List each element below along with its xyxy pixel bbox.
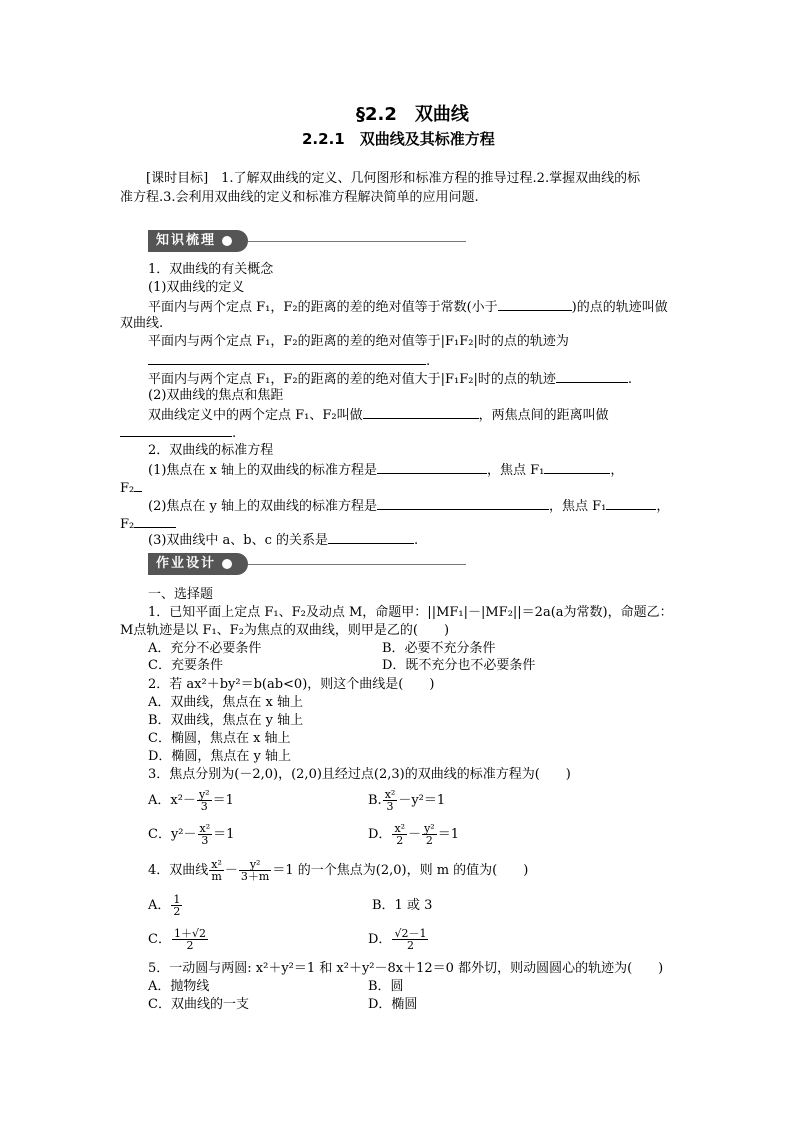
question-2-option-c[interactable]: C．椭圆，焦点在 x 轴上: [148, 731, 291, 746]
knowledge-text: ，两焦点间的距离叫做: [478, 408, 609, 423]
question-1-option-d[interactable]: D．既不充分也不必要条件: [382, 658, 536, 673]
homework-heading: 一、选择题: [148, 587, 214, 602]
question-4-option-c[interactable]: C． $\frac{1+√2}{2}$: [148, 927, 206, 952]
section-homework-tag: [148, 553, 248, 575]
question-2-option-b[interactable]: B．双曲线，焦点在 y 轴上: [148, 713, 304, 728]
question-4-option-a[interactable]: A． $\frac{1}{2}$: [148, 893, 181, 918]
answer-blank[interactable]: [363, 406, 479, 419]
question-3-option-a[interactable]: A．x²－ $\frac{\text{y²}}{3}$ ＝1: [148, 788, 234, 813]
answer-blank[interactable]: [556, 370, 628, 383]
knowledge-equal-answer: [148, 352, 430, 370]
knowledge-text: 平面内与两个定点 F₁，F₂的距离的差的绝对值大于|F₁F₂|时的点的轨迹: [148, 372, 556, 387]
knowledge-x-f2: [120, 479, 142, 497]
answer-blank[interactable]: [377, 461, 487, 474]
question-1-line-1: 1．已知平面上定点 F₁、F₂及动点 M，命题甲：||MF₁|－|MF₂||＝2a(a为常数)，命题乙：: [148, 605, 673, 620]
question-1-option-a[interactable]: A．充分不必要条件: [148, 641, 262, 656]
answer-blank[interactable]: [120, 424, 232, 437]
knowledge-text: F₂: [120, 517, 135, 532]
knowledge-text: )的点的轨迹叫做: [571, 300, 668, 315]
question-3-option-d[interactable]: D． $\frac{\text{x²}}{2}$ － $\frac{\text{y²}}{2}$ ＝1: [368, 822, 459, 847]
question-5-option-d[interactable]: D．椭圆: [368, 997, 418, 1012]
question-4: 4．双曲线 $\frac{\text{x²}}{m}$ － $\frac{\text{y²}}{3+m}$ ＝1 的一个焦点为(2,0)，则 m 的值为( ): [148, 858, 529, 883]
section-homework-label: 作业设计: [156, 556, 217, 571]
knowledge-text: .: [232, 426, 237, 441]
question-3-option-b[interactable]: B. $\frac{\text{x²}}{3}$ －y²＝1: [368, 788, 446, 813]
knowledge-heading-1a: (1)双曲线的定义: [148, 280, 245, 295]
knowledge-definition-line: [148, 298, 668, 316]
knowledge-text: (2)焦点在 y 轴上的双曲线的标准方程是: [148, 499, 378, 514]
answer-blank[interactable]: [328, 531, 414, 544]
dot-icon: [222, 559, 232, 569]
section-knowledge-label: 知识梳理: [156, 233, 217, 248]
question-3-option-c[interactable]: C．y²－ $\frac{\text{x²}}{3}$ ＝1: [148, 822, 235, 847]
page-title: §2.2 双曲线: [356, 104, 469, 125]
question-text: 4．双曲线: [148, 863, 209, 878]
knowledge-text: ，: [656, 499, 670, 514]
question-2-option-a[interactable]: A．双曲线，焦点在 x 轴上: [148, 695, 303, 710]
question-text: ＝1 的一个焦点为(2,0)，则 m 的值为( ): [272, 863, 529, 878]
question-5-option-a[interactable]: A．抛物线: [148, 979, 210, 994]
knowledge-text: .: [627, 372, 632, 387]
knowledge-equal-case: 平面内与两个定点 F₁，F₂的距离的差的绝对值等于|F₁F₂|时的点的轨迹为: [148, 334, 569, 349]
section-homework-rule: [248, 564, 466, 565]
knowledge-x-axis-line: [148, 461, 623, 479]
knowledge-text: F₂: [120, 481, 135, 496]
objective-line-2: 准方程.3.会利用双曲线的定义和标准方程解决简单的应用问题.: [120, 190, 479, 205]
knowledge-text: 双曲线定义中的两个定点 F₁、F₂叫做: [148, 408, 363, 423]
answer-blank[interactable]: [544, 461, 610, 474]
knowledge-foci-answer: [120, 424, 236, 442]
question-2: 2．若 ax²＋by²＝b(ab<0)，则这个曲线是( ): [148, 677, 435, 692]
answer-blank[interactable]: [606, 497, 656, 510]
knowledge-heading-2: 2．双曲线的标准方程: [148, 443, 274, 458]
question-3: 3．焦点分别为(－2,0)，(2,0)且经过点(2,3)的双曲线的标准方程为( ): [148, 767, 571, 782]
question-4-option-d[interactable]: D． $\frac{√2-1}{2}$: [368, 927, 427, 952]
answer-blank[interactable]: [134, 479, 142, 492]
knowledge-y-axis-line: [148, 497, 669, 515]
knowledge-text: .: [426, 354, 431, 369]
knowledge-text: ，焦点 F₁: [549, 499, 607, 514]
knowledge-text: (3)双曲线中 a、b、c 的关系是: [148, 533, 329, 548]
knowledge-text: ，: [610, 463, 624, 478]
knowledge-text: (1)焦点在 x 轴上的双曲线的标准方程是: [148, 463, 378, 478]
objective-line-1: [课时目标] 1.了解双曲线的定义、几何图形和标准方程的推导过程.2.掌握双曲线的标: [146, 171, 641, 186]
knowledge-heading-1b: (2)双曲线的焦点和焦距: [148, 388, 284, 403]
question-4-option-b[interactable]: B．1 或 3: [372, 898, 433, 913]
knowledge-text: ，焦点 F₁: [487, 463, 545, 478]
knowledge-abc-relation: [148, 531, 418, 549]
section-knowledge-rule: [248, 241, 466, 242]
dot-icon: [222, 236, 232, 246]
answer-blank[interactable]: [377, 497, 549, 510]
answer-blank[interactable]: [498, 298, 572, 311]
question-2-option-d[interactable]: D．椭圆，焦点在 y 轴上: [148, 749, 292, 764]
knowledge-definition-end: 双曲线.: [120, 316, 164, 331]
knowledge-heading-1: 1．双曲线的有关概念: [148, 262, 274, 277]
page-subtitle: 2.2.1 双曲线及其标准方程: [302, 130, 495, 148]
answer-blank[interactable]: [148, 352, 426, 365]
knowledge-text: 平面内与两个定点 F₁，F₂的距离的差的绝对值等于常数(小于: [148, 300, 498, 315]
knowledge-text: .: [414, 533, 419, 548]
question-5: 5．一动圆与两圆: x²＋y²＝1 和 x²＋y²－8x＋12＝0 都外切，则动圆圆心的轨迹为( ): [148, 961, 664, 976]
question-5-option-b[interactable]: B．圆: [368, 979, 404, 994]
question-1-option-b[interactable]: B．必要不充分条件: [382, 641, 496, 656]
question-1-option-c[interactable]: C．充要条件: [148, 658, 223, 673]
question-5-option-c[interactable]: C．双曲线的一支: [148, 997, 249, 1012]
section-knowledge-tag: [148, 230, 248, 252]
knowledge-greater-case: [148, 370, 632, 388]
knowledge-foci-line: [148, 406, 609, 424]
answer-blank[interactable]: [134, 515, 176, 528]
question-1-line-2: M点轨迹是以 F₁、F₂为焦点的双曲线，则甲是乙的( ): [120, 623, 450, 638]
